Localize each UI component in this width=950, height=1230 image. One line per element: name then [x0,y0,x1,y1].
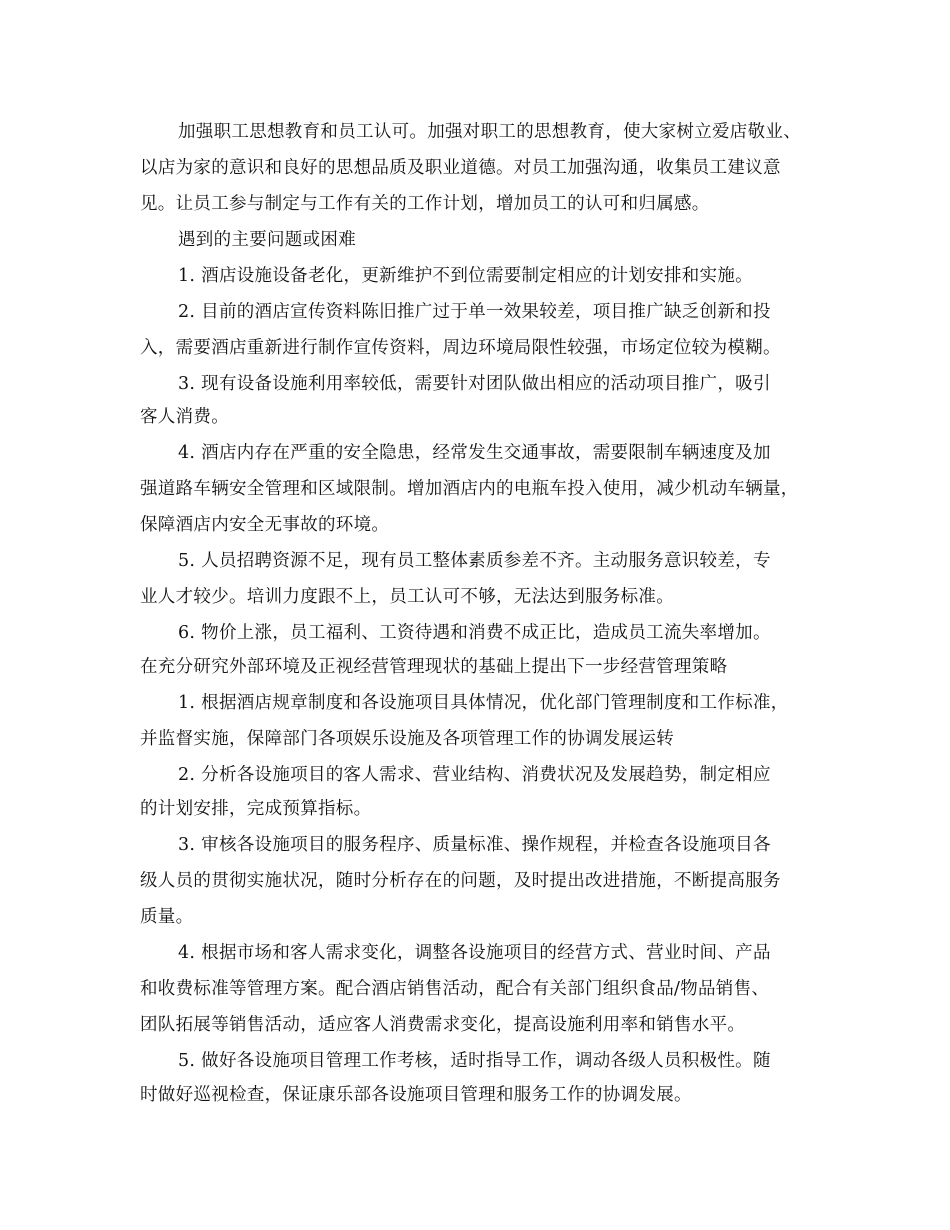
strategy-item-1-line-2: 并监督实施，保障部门各项娱乐设施及各项管理工作的协调发展运转 [140,729,674,749]
problem-item-3-line-1: 3. 现有设备设施利用率较低，需要针对团队做出相应的活动项目推广，吸引 [178,374,771,394]
section-heading-strategy: 在充分研究外部环境及正视经营管理现状的基础上提出下一步经营管理策略 [140,657,728,677]
strategy-item-3-line-2: 级人员的贯彻实施状况，随时分析存在的问题，及时提出改进措施，不断提高服务 [140,871,781,891]
strategy-item-1-line-1: 1. 根据酒店规章制度和各设施项目具体情况，优化部门管理制度和工作标准， [178,693,789,713]
problem-item-5-line-2: 业人才较少。培训力度跟不上，员工认可不够，无法达到服务标准。 [140,587,674,607]
strategy-item-4-line-1: 4. 根据市场和客人需求变化，调整各设施项目的经营方式、营业时间、产品 [178,943,771,963]
strategy-item-5-line-1: 5. 做好各设施项目管理工作考核，适时指导工作，调动各级人员积极性。随 [178,1051,771,1071]
section-heading-problems: 遇到的主要问题或困难 [178,230,356,250]
problem-item-6: 6. 物价上涨，员工福利、工资待遇和消费不成正比，造成员工流失率增加。 [178,623,771,643]
problem-item-4-line-3: 保障酒店内安全无事故的环境。 [140,515,390,535]
problem-item-1: 1. 酒店设施设备老化，更新维护不到位需要制定相应的计划安排和实施。 [178,266,753,286]
strategy-item-4-line-2: 和收费标准等管理方案。配合酒店销售活动，配合有关部门组织食品/物品销售、 [140,979,770,999]
problem-item-3-line-2: 客人消费。 [140,407,229,427]
problem-item-4-line-2: 强道路车辆安全管理和区域限制。增加酒店内的电瓶车投入使用，减少机动车辆量， [140,479,799,499]
strategy-item-4-line-3: 团队拓展等销售活动，适应客人消费需求变化，提高设施利用率和销售水平。 [140,1015,746,1035]
problem-item-5-line-1: 5. 人员招聘资源不足，现有员工整体素质参差不齐。主动服务意识较差，专 [178,551,771,571]
paragraph-staff-education-line-1: 加强职工思想教育和员工认可。加强对职工的思想教育，使大家树立爱店敬业、 [178,122,801,142]
paragraph-staff-education-line-3: 见。让员工参与制定与工作有关的工作计划，增加员工的认可和归属感。 [140,194,710,214]
strategy-item-5-line-2: 时做好巡视检查，保证康乐部各设施项目管理和服务工作的协调发展。 [140,1085,692,1105]
problem-item-4-line-1: 4. 酒店内存在严重的安全隐患，经常发生交通事故，需要限制车辆速度及加 [178,443,771,463]
strategy-item-3-line-3: 质量。 [140,907,194,927]
strategy-item-2-line-1: 2. 分析各设施项目的客人需求、营业结构、消费状况及发展趋势，制定相应 [178,765,771,785]
problem-item-2-line-1: 2. 目前的酒店宣传资料陈旧推广过于单一效果较差，项目推广缺乏创新和投 [178,302,771,322]
strategy-item-3-line-1: 3. 审核各设施项目的服务程序、质量标准、操作规程，并检查各设施项目各 [178,835,771,855]
strategy-item-2-line-2: 的计划安排，完成预算指标。 [140,799,372,819]
paragraph-staff-education-line-2: 以店为家的意识和良好的思想品质及职业道德。对员工加强沟通，收集员工建议意 [140,158,781,178]
problem-item-2-line-2: 入，需要酒店重新进行制作宣传资料，周边环境局限性较强，市场定位较为模糊。 [140,338,781,358]
